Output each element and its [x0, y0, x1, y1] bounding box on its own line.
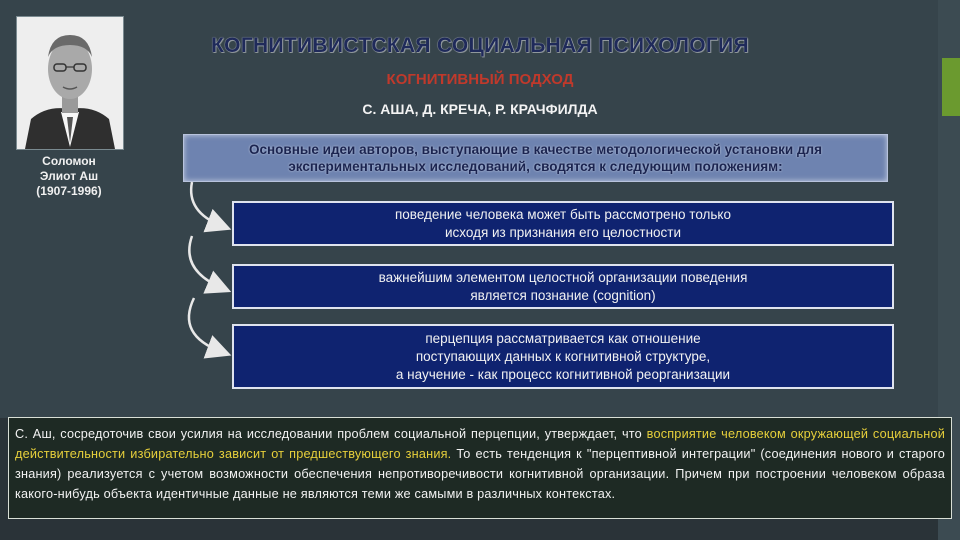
- summary-box: [8, 417, 952, 519]
- portrait-name-line1: Соломон: [42, 154, 96, 168]
- portrait-caption: [16, 154, 122, 199]
- slide-subtitle: КОГНИТИВНЫЙ ПОДХОД: [386, 71, 574, 88]
- point-box-2: [232, 264, 894, 309]
- portrait-image: [17, 17, 123, 149]
- summary-highlight: восприятие человеком окружающей социальной действительности избирательно зависит от предшествующего знания.: [15, 427, 946, 461]
- authors-line: С. АША, Д. КРЕЧА, Р. КРАЧФИЛДА: [362, 101, 598, 117]
- green-accent-bar: [942, 58, 960, 116]
- point-text-1: поведение человека может быть рассмотрено только исходя из признания его целостности: [394, 206, 732, 240]
- point-box-3: [232, 324, 894, 389]
- slide-title: КОГНИТИВИСТСКАЯ СОЦИАЛЬНАЯ ПСИХОЛОГИЯ: [211, 34, 749, 57]
- summary-text-1: С. Аш, сосредоточив свои усилия на исследовании проблем социальной перцепции, утверждает, что: [15, 427, 647, 441]
- portrait-photo: [16, 16, 124, 150]
- point-box-1: [232, 201, 894, 246]
- summary-text-2: То есть тенденция к "перцептивной интеграции" (соединения нового и старого знания) реализуется с учетом возможности обеспечения непротиворечивости когнитивной организации. Причем при построении человеком образа какого-нибудь объекта идентичные данные не являются теми же самыми в различных контекстах.: [15, 447, 945, 501]
- ideas-text: Основные идеи авторов, выступающие в качестве методологической установки для экспериментальных исследований, сводятся к следующим положениям:: [249, 142, 822, 174]
- portrait-name-line2: Элиот Аш: [39, 169, 99, 183]
- point-text-3: перцепция рассматривается как отношение поступающих данных к когнитивной структуре, а научение - как процесс когнитивной реорганизации: [395, 330, 731, 382]
- portrait-years: (1907-1996): [36, 184, 102, 198]
- point-text-2: важнейшим элементом целостной организации поведения является познание (cognition): [378, 269, 748, 303]
- ideas-box: [183, 134, 888, 182]
